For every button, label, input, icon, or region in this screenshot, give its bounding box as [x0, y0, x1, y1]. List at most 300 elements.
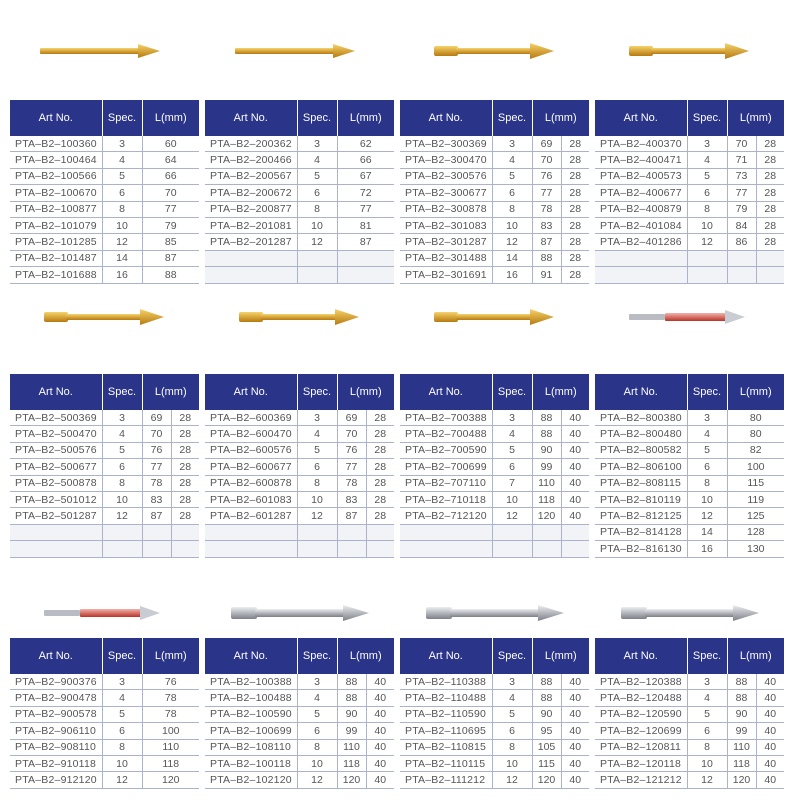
art-no-cell: PTA–B2–300369 — [400, 136, 492, 152]
header-length: L(mm) — [142, 100, 199, 136]
length-cell: 128 — [727, 524, 784, 540]
art-no-cell: PTA–B2–812125 — [595, 508, 687, 524]
length-cell: 120 — [727, 772, 756, 788]
spec-cell: 4 — [102, 690, 142, 706]
art-no-cell: PTA–B2–200877 — [205, 201, 297, 217]
art-no-cell: PTA–B2–110388 — [400, 674, 492, 690]
table-row — [595, 508, 784, 524]
spec-cell: 10 — [687, 217, 727, 233]
length-cell: 78 — [532, 201, 561, 217]
header-length: L(mm) — [532, 638, 589, 674]
art-no-cell: PTA–B2–700388 — [400, 410, 492, 426]
table-row — [400, 723, 589, 739]
length-cell: 86 — [727, 234, 756, 250]
length-cell: 90 — [337, 706, 366, 722]
length-cell: 120 — [337, 772, 366, 788]
shank-length-cell: 28 — [171, 426, 199, 442]
art-no-cell: PTA–B2–800480 — [595, 426, 687, 442]
length-cell: 77 — [532, 185, 561, 201]
table-row — [10, 185, 199, 201]
shank-length-cell: 28 — [561, 250, 589, 266]
header-length: L(mm) — [337, 374, 394, 410]
table-row — [595, 739, 784, 755]
table-row — [10, 250, 199, 266]
header-length: L(mm) — [532, 100, 589, 136]
spec-cell: 3 — [297, 674, 337, 690]
length-cell: 70 — [727, 136, 756, 152]
spec-table-700 — [400, 374, 589, 558]
spec-cell: 3 — [102, 136, 142, 152]
table-row — [595, 442, 784, 458]
length-cell: 99 — [532, 459, 561, 475]
gold-hex-drill-bit-icon — [420, 302, 570, 332]
length-cell: 130 — [727, 541, 784, 557]
length-cell: 70 — [142, 426, 171, 442]
spec-cell: 10 — [102, 491, 142, 507]
spec-cell: 10 — [102, 217, 142, 233]
empty-row — [205, 524, 394, 540]
spec-cell: 8 — [297, 201, 337, 217]
shank-length-cell: 40 — [366, 739, 394, 755]
shank-length-cell: 40 — [366, 706, 394, 722]
art-no-cell: PTA–B2–400471 — [595, 152, 687, 168]
table-row — [595, 690, 784, 706]
header-art-no: Art No. — [400, 374, 492, 410]
table-row — [595, 426, 784, 442]
art-no-cell: PTA–B2–806100 — [595, 459, 687, 475]
spec-cell: 10 — [102, 755, 142, 771]
header-art-no: Art No. — [10, 638, 102, 674]
length-cell: 78 — [142, 475, 171, 491]
table-row — [595, 459, 784, 475]
art-no-cell: PTA–B2–201081 — [205, 217, 297, 233]
shank-length-cell: 40 — [561, 772, 589, 788]
art-no-cell: PTA–B2–900578 — [10, 706, 102, 722]
spec-cell: 5 — [687, 168, 727, 184]
art-no-cell: PTA–B2–102120 — [205, 772, 297, 788]
art-no-cell: PTA–B2–500369 — [10, 410, 102, 426]
table-row — [205, 690, 394, 706]
art-no-cell: PTA–B2–201287 — [205, 234, 297, 250]
spec-cell: 10 — [297, 217, 337, 233]
length-cell: 81 — [337, 217, 394, 233]
red-cross-tip-drill-bit-icon — [615, 302, 765, 332]
spec-cell: 3 — [687, 410, 727, 426]
spec-cell: 8 — [687, 475, 727, 491]
table-row — [10, 152, 199, 168]
length-cell: 70 — [532, 152, 561, 168]
shank-length-cell: 28 — [561, 168, 589, 184]
length-cell: 76 — [142, 442, 171, 458]
spec-cell: 10 — [297, 755, 337, 771]
art-no-cell: PTA–B2–110115 — [400, 755, 492, 771]
header-art-no: Art No. — [595, 100, 687, 136]
table-row — [10, 491, 199, 507]
length-cell: 90 — [532, 706, 561, 722]
header-art-no: Art No. — [595, 374, 687, 410]
length-cell: 77 — [337, 459, 366, 475]
art-no-cell: PTA–B2–110815 — [400, 739, 492, 755]
art-no-cell: PTA–B2–200466 — [205, 152, 297, 168]
gold-hex-drill-bit-icon — [420, 36, 570, 66]
header-spec: Spec. — [297, 374, 337, 410]
art-no-cell: PTA–B2–601287 — [205, 508, 297, 524]
silver-hex-drill-bit-icon — [225, 598, 375, 628]
spec-cell: 4 — [492, 152, 532, 168]
header-art-no: Art No. — [10, 374, 102, 410]
table-row — [595, 152, 784, 168]
art-no-cell: PTA–B2–400573 — [595, 168, 687, 184]
empty-row — [595, 250, 784, 266]
gold-hex-drill-bit-icon — [30, 302, 180, 332]
length-cell: 88 — [142, 267, 199, 283]
header-length: L(mm) — [532, 374, 589, 410]
spec-cell: 8 — [102, 475, 142, 491]
spec-cell: 8 — [102, 739, 142, 755]
shank-length-cell: 28 — [171, 508, 199, 524]
length-cell: 69 — [532, 136, 561, 152]
length-cell: 64 — [142, 152, 199, 168]
table-row — [10, 136, 199, 152]
length-cell: 120 — [142, 772, 199, 788]
spec-cell: 12 — [297, 234, 337, 250]
table-row — [400, 234, 589, 250]
shank-length-cell: 28 — [561, 267, 589, 283]
empty-row — [205, 267, 394, 283]
shank-length-cell: 28 — [171, 475, 199, 491]
red-cross-tip-drill-bit-icon — [30, 598, 180, 628]
length-cell: 67 — [337, 168, 394, 184]
spec-cell: 10 — [492, 491, 532, 507]
spec-cell: 5 — [297, 168, 337, 184]
spec-table-400 — [595, 100, 784, 284]
table-row — [10, 459, 199, 475]
spec-cell: 8 — [492, 739, 532, 755]
spec-cell: 4 — [297, 152, 337, 168]
length-cell: 87 — [142, 250, 199, 266]
spec-cell: 3 — [297, 410, 337, 426]
art-no-cell: PTA–B2–100488 — [205, 690, 297, 706]
spec-cell: 4 — [492, 426, 532, 442]
shank-length-cell: 28 — [561, 185, 589, 201]
spec-cell: 6 — [297, 185, 337, 201]
art-no-cell: PTA–B2–700488 — [400, 426, 492, 442]
header-art-no: Art No. — [595, 638, 687, 674]
spec-cell: 6 — [102, 185, 142, 201]
length-cell: 78 — [142, 706, 199, 722]
table-row — [205, 185, 394, 201]
art-no-cell: PTA–B2–120811 — [595, 739, 687, 755]
empty-row — [400, 524, 589, 540]
table-row — [10, 442, 199, 458]
table-row — [400, 674, 589, 690]
table-row — [10, 508, 199, 524]
length-cell: 77 — [142, 459, 171, 475]
table-row — [595, 234, 784, 250]
art-no-cell: PTA–B2–200672 — [205, 185, 297, 201]
art-no-cell: PTA–B2–501012 — [10, 491, 102, 507]
spec-table-1200 — [595, 638, 784, 789]
art-no-cell: PTA–B2–100388 — [205, 674, 297, 690]
shank-length-cell: 28 — [171, 442, 199, 458]
length-cell: 105 — [532, 739, 561, 755]
length-cell: 76 — [532, 168, 561, 184]
table-row — [205, 723, 394, 739]
length-cell: 79 — [727, 201, 756, 217]
spec-cell: 6 — [687, 459, 727, 475]
shank-length-cell: 40 — [561, 739, 589, 755]
length-cell: 100 — [142, 723, 199, 739]
table-row — [595, 168, 784, 184]
shank-length-cell: 40 — [756, 690, 784, 706]
art-no-cell: PTA–B2–120388 — [595, 674, 687, 690]
length-cell: 77 — [337, 201, 394, 217]
shank-length-cell: 40 — [561, 723, 589, 739]
art-no-cell: PTA–B2–121212 — [595, 772, 687, 788]
length-cell: 88 — [532, 250, 561, 266]
length-cell: 120 — [532, 508, 561, 524]
spec-cell: 4 — [687, 426, 727, 442]
table-row — [400, 459, 589, 475]
table-row — [400, 136, 589, 152]
spec-cell: 7 — [492, 475, 532, 491]
spec-cell: 6 — [297, 459, 337, 475]
table-row — [205, 217, 394, 233]
length-cell: 72 — [337, 185, 394, 201]
length-cell: 118 — [337, 755, 366, 771]
art-no-cell: PTA–B2–500576 — [10, 442, 102, 458]
table-row — [10, 201, 199, 217]
shank-length-cell: 28 — [561, 234, 589, 250]
table-row — [595, 723, 784, 739]
spec-cell: 6 — [492, 723, 532, 739]
art-no-cell: PTA–B2–600369 — [205, 410, 297, 426]
table-row — [595, 410, 784, 426]
shank-length-cell: 40 — [561, 410, 589, 426]
length-cell: 80 — [727, 410, 784, 426]
length-cell: 69 — [142, 410, 171, 426]
spec-cell: 5 — [687, 706, 727, 722]
length-cell: 83 — [142, 491, 171, 507]
table-row — [10, 234, 199, 250]
table-row — [10, 217, 199, 233]
table-row — [400, 267, 589, 283]
table-row — [205, 739, 394, 755]
shank-length-cell: 28 — [171, 459, 199, 475]
shank-length-cell: 40 — [756, 739, 784, 755]
length-cell: 88 — [337, 674, 366, 690]
header-length: L(mm) — [142, 374, 199, 410]
table-row — [205, 491, 394, 507]
art-no-cell: PTA–B2–501287 — [10, 508, 102, 524]
length-cell: 88 — [532, 690, 561, 706]
length-cell: 110 — [532, 475, 561, 491]
art-no-cell: PTA–B2–120118 — [595, 755, 687, 771]
header-length: L(mm) — [337, 638, 394, 674]
table-row — [400, 185, 589, 201]
art-no-cell: PTA–B2–710118 — [400, 491, 492, 507]
table-row — [205, 136, 394, 152]
art-no-cell: PTA–B2–900478 — [10, 690, 102, 706]
table-row — [400, 217, 589, 233]
art-no-cell: PTA–B2–100566 — [10, 168, 102, 184]
shank-length-cell: 28 — [756, 185, 784, 201]
table-row — [10, 739, 199, 755]
table-row — [595, 491, 784, 507]
length-cell: 91 — [532, 267, 561, 283]
art-no-cell: PTA–B2–500677 — [10, 459, 102, 475]
spec-cell: 5 — [102, 442, 142, 458]
art-no-cell: PTA–B2–600878 — [205, 475, 297, 491]
spec-cell: 12 — [492, 772, 532, 788]
table-row — [400, 152, 589, 168]
shank-length-cell: 28 — [366, 475, 394, 491]
length-cell: 120 — [532, 772, 561, 788]
header-art-no: Art No. — [205, 100, 297, 136]
header-spec: Spec. — [492, 100, 532, 136]
length-cell: 76 — [142, 674, 199, 690]
header-art-no: Art No. — [10, 100, 102, 136]
header-length: L(mm) — [727, 374, 784, 410]
spec-cell: 3 — [687, 136, 727, 152]
shank-length-cell: 28 — [756, 152, 784, 168]
spec-cell: 12 — [492, 234, 532, 250]
silver-hex-drill-bit-icon — [615, 598, 765, 628]
table-row — [400, 250, 589, 266]
art-no-cell: PTA–B2–300878 — [400, 201, 492, 217]
length-cell: 73 — [727, 168, 756, 184]
spec-cell: 5 — [297, 442, 337, 458]
table-row — [10, 706, 199, 722]
spec-cell: 3 — [102, 410, 142, 426]
empty-row — [595, 267, 784, 283]
spec-cell: 12 — [687, 772, 727, 788]
length-cell: 70 — [337, 426, 366, 442]
length-cell: 99 — [337, 723, 366, 739]
length-cell: 115 — [532, 755, 561, 771]
shank-length-cell: 40 — [561, 491, 589, 507]
art-no-cell: PTA–B2–120590 — [595, 706, 687, 722]
spec-table-1000 — [205, 638, 394, 789]
art-no-cell: PTA–B2–200362 — [205, 136, 297, 152]
empty-row — [10, 524, 199, 540]
spec-cell: 8 — [687, 201, 727, 217]
table-row — [400, 168, 589, 184]
art-no-cell: PTA–B2–401286 — [595, 234, 687, 250]
table-row — [205, 410, 394, 426]
art-no-cell: PTA–B2–500878 — [10, 475, 102, 491]
length-cell: 125 — [727, 508, 784, 524]
gold-drill-bit-icon — [225, 36, 375, 66]
header-art-no: Art No. — [400, 638, 492, 674]
spec-cell: 3 — [687, 674, 727, 690]
spec-cell: 3 — [492, 410, 532, 426]
empty-row — [205, 541, 394, 557]
length-cell: 118 — [727, 755, 756, 771]
spec-cell: 12 — [297, 772, 337, 788]
shank-length-cell: 40 — [756, 772, 784, 788]
table-row — [205, 459, 394, 475]
shank-length-cell: 40 — [561, 508, 589, 524]
length-cell: 66 — [337, 152, 394, 168]
spec-cell: 4 — [297, 690, 337, 706]
art-no-cell: PTA–B2–600576 — [205, 442, 297, 458]
art-no-cell: PTA–B2–400370 — [595, 136, 687, 152]
table-row — [10, 410, 199, 426]
length-cell: 71 — [727, 152, 756, 168]
length-cell: 76 — [337, 442, 366, 458]
art-no-cell: PTA–B2–906110 — [10, 723, 102, 739]
shank-length-cell: 40 — [366, 772, 394, 788]
spec-cell: 3 — [102, 674, 142, 690]
art-no-cell: PTA–B2–814128 — [595, 524, 687, 540]
length-cell: 82 — [727, 442, 784, 458]
length-cell: 88 — [337, 690, 366, 706]
spec-cell: 12 — [492, 508, 532, 524]
art-no-cell: PTA–B2–816130 — [595, 541, 687, 557]
shank-length-cell: 40 — [366, 755, 394, 771]
shank-length-cell: 28 — [561, 201, 589, 217]
length-cell: 95 — [532, 723, 561, 739]
shank-length-cell: 28 — [171, 410, 199, 426]
length-cell: 87 — [142, 508, 171, 524]
table-row — [205, 201, 394, 217]
spec-cell: 12 — [102, 234, 142, 250]
table-row — [10, 690, 199, 706]
table-row — [595, 185, 784, 201]
table-row — [400, 755, 589, 771]
art-no-cell: PTA–B2–100699 — [205, 723, 297, 739]
shank-length-cell: 28 — [561, 136, 589, 152]
header-spec: Spec. — [687, 374, 727, 410]
table-row — [400, 201, 589, 217]
header-length: L(mm) — [142, 638, 199, 674]
header-art-no: Art No. — [205, 638, 297, 674]
header-spec: Spec. — [297, 100, 337, 136]
spec-cell: 5 — [297, 706, 337, 722]
shank-length-cell: 40 — [561, 706, 589, 722]
shank-length-cell: 40 — [366, 723, 394, 739]
art-no-cell: PTA–B2–400677 — [595, 185, 687, 201]
spec-cell: 4 — [492, 690, 532, 706]
art-no-cell: PTA–B2–712120 — [400, 508, 492, 524]
art-no-cell: PTA–B2–120699 — [595, 723, 687, 739]
table-row — [10, 475, 199, 491]
art-no-cell: PTA–B2–101285 — [10, 234, 102, 250]
spec-table-600 — [205, 374, 394, 558]
spec-cell: 6 — [102, 723, 142, 739]
table-row — [10, 755, 199, 771]
art-no-cell: PTA–B2–400879 — [595, 201, 687, 217]
art-no-cell: PTA–B2–301287 — [400, 234, 492, 250]
shank-length-cell: 40 — [561, 459, 589, 475]
table-row — [595, 755, 784, 771]
table-row — [400, 739, 589, 755]
empty-row — [400, 541, 589, 557]
length-cell: 77 — [142, 201, 199, 217]
table-row — [205, 772, 394, 788]
spec-cell: 12 — [687, 234, 727, 250]
shank-length-cell: 40 — [366, 690, 394, 706]
spec-cell: 8 — [297, 475, 337, 491]
length-cell: 90 — [727, 706, 756, 722]
shank-length-cell: 28 — [366, 426, 394, 442]
art-no-cell: PTA–B2–100590 — [205, 706, 297, 722]
shank-length-cell: 28 — [561, 217, 589, 233]
shank-length-cell: 40 — [366, 674, 394, 690]
shank-length-cell: 28 — [366, 491, 394, 507]
length-cell: 110 — [142, 739, 199, 755]
